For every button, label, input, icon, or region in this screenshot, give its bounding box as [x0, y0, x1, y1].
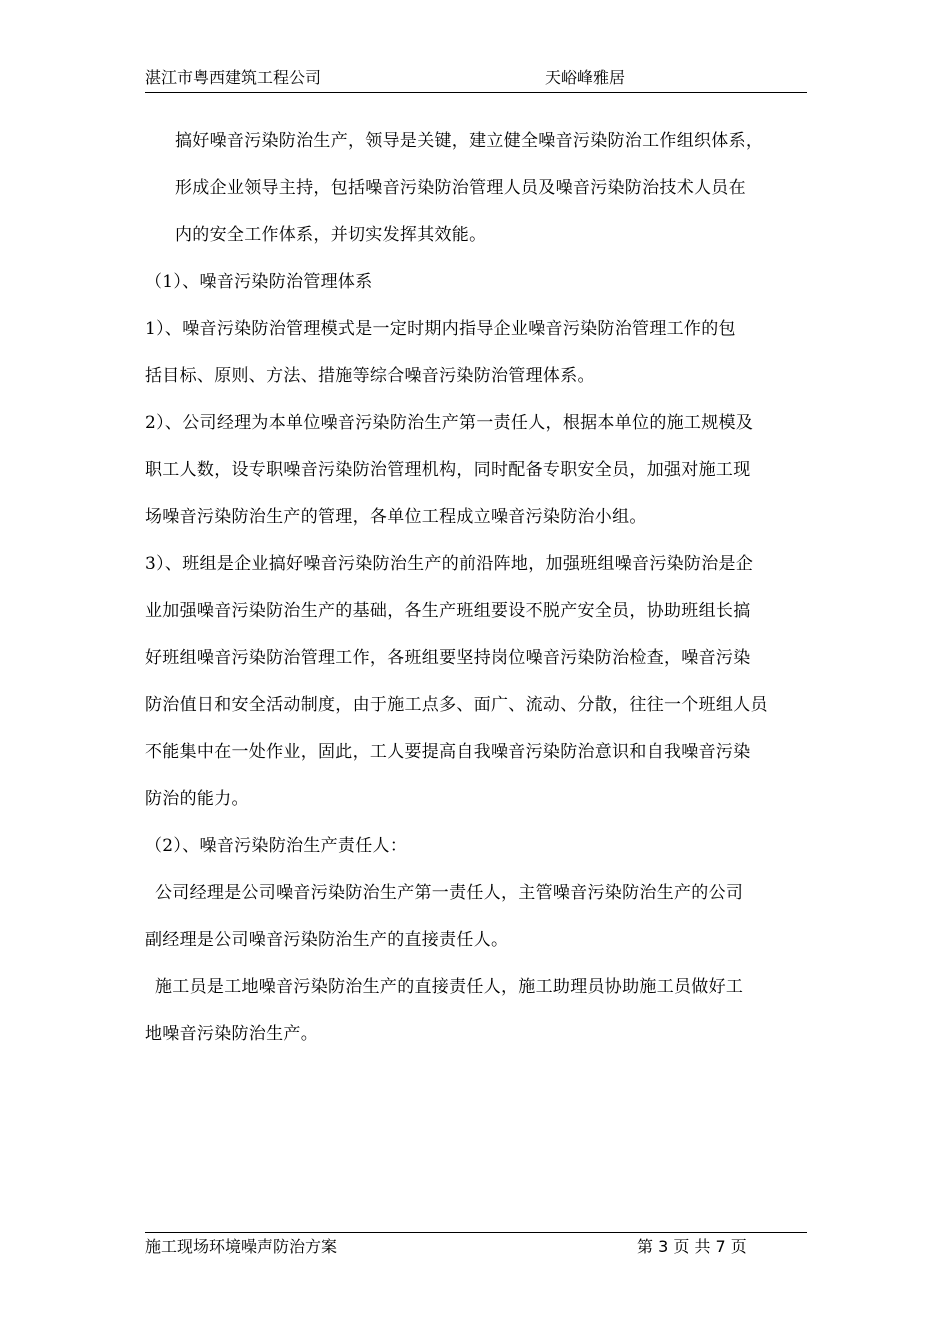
paragraph-line: 防治的能力。: [145, 789, 249, 809]
paragraph-line: 不能集中在一处作业，固此，工人要提高自我噪音污染防治意识和自我噪音污染: [145, 742, 751, 762]
header-company: 湛江市粤西建筑工程公司: [145, 68, 322, 87]
paragraph-line: 防治值日和安全活动制度，由于施工点多、面广、流动、分散，往往一个班组人员: [145, 695, 768, 715]
paragraph-line: 1）、噪音污染防治管理模式是一定时期内指导企业噪音污染防治管理工作的包: [145, 319, 736, 339]
paragraph-line: 业加强噪音污染防治生产的基础，各生产班组要设不脱产安全员，协助班组长搞: [145, 601, 751, 621]
paragraph-line: 3）、班组是企业搞好噪音污染防治生产的前沿阵地，加强班组噪音污染防治是企: [145, 554, 754, 574]
page-header: [145, 68, 807, 93]
paragraph-line: 职工人数，设专职噪音污染防治管理机构，同时配备专职安全员，加强对施工现: [145, 460, 751, 480]
paragraph-line: 公司经理是公司噪音污染防治生产第一责任人，主管噪音污染防治生产的公司: [155, 883, 744, 903]
paragraph-line: 搞好噪音污染防治生产，领导是关键，建立健全噪音污染防治工作组织体系，: [175, 131, 764, 151]
paragraph-line: 内的安全工作体系，并切实发挥其效能。: [175, 225, 487, 245]
paragraph-line: 地噪音污染防治生产。: [145, 1024, 318, 1044]
paragraph-line: 形成企业领导主持，包括噪音污染防治管理人员及噪音污染防治技术人员在: [175, 178, 746, 198]
paragraph-line: 施工员是工地噪音污染防治生产的直接责任人，施工助理员协助施工员做好工: [155, 977, 744, 997]
paragraph-line: 场噪音污染防治生产的管理，各单位工程成立噪音污染防治小组。: [145, 507, 647, 527]
paragraph-line: 括目标、原则、方法、措施等综合噪音污染防治管理体系。: [145, 366, 595, 386]
page-footer: [145, 1232, 807, 1256]
footer-doc-title: 施工现场环境噪声防治方案: [145, 1237, 338, 1256]
paragraph-line: 好班组噪音污染防治管理工作，各班组要坚持岗位噪音污染防治检查，噪音污染: [145, 648, 751, 668]
paragraph-line: 2）、公司经理为本单位噪音污染防治生产第一责任人，根据本单位的施工规模及: [145, 413, 754, 433]
document-body: [145, 118, 807, 1058]
section-heading: （2）、噪音污染防治生产责任人：: [145, 836, 408, 856]
footer-page-number: 第 3 页 共 7 页: [637, 1237, 747, 1256]
paragraph-line: 副经理是公司噪音污染防治生产的直接责任人。: [145, 930, 509, 950]
section-heading: （1）、噪音污染防治管理体系: [145, 272, 373, 292]
header-project: 天峪峰雅居: [545, 68, 626, 87]
